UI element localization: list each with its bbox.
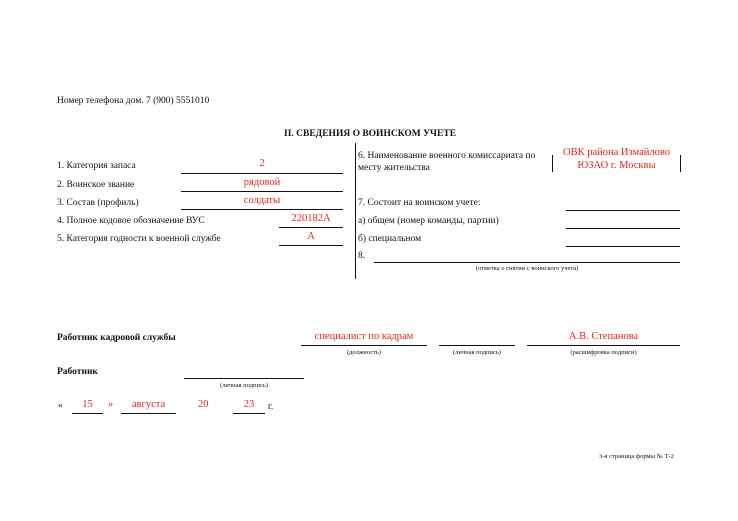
hr-name-caption: (расшифровка подписи)	[570, 349, 637, 356]
hr-name-value: А.В. Степанова	[568, 331, 639, 342]
composition-value: солдаты	[243, 195, 281, 206]
date-suffix: г.	[268, 402, 274, 412]
date-day: 15	[82, 399, 93, 410]
deregistration-label: 8.	[358, 251, 366, 261]
commissariat-value	[553, 146, 680, 172]
commissariat-label	[358, 150, 535, 174]
hr-name-line	[527, 345, 680, 346]
date-month-line	[121, 413, 176, 414]
military-rank-line	[181, 191, 343, 192]
date-year: 23	[243, 399, 255, 410]
date-year-line	[233, 413, 265, 414]
commissariat-bracket-right	[680, 155, 681, 172]
deregistration-line	[374, 262, 680, 263]
commissariat-label-line2: месту жительства	[358, 163, 430, 173]
commissariat-label-line1: 6. Наименование военного комиссариата по	[358, 151, 536, 161]
date-month: августа	[131, 399, 166, 410]
registration-label: 7. Состоит на воинском учете:	[358, 198, 481, 208]
military-rank-value: рядовой	[243, 177, 281, 188]
hr-position-line	[301, 345, 427, 346]
fitness-category-label: 5. Категория годности к военной службе	[57, 234, 221, 244]
registration-special-line	[566, 246, 680, 247]
reserve-category-line	[181, 173, 343, 174]
employee-signature-line	[184, 378, 304, 379]
fitness-category-line	[279, 245, 343, 246]
fitness-category-value: А	[307, 231, 315, 242]
registration-line	[566, 210, 680, 211]
vus-code-value: 220182А	[291, 213, 331, 224]
hr-signature-line	[439, 345, 515, 346]
home-phone: Номер телефона дом. 7 (900) 5551010	[57, 96, 210, 106]
date-close-quote: »	[108, 399, 114, 410]
deregistration-caption: (отметка о снятии с воинского учета)	[475, 265, 579, 272]
form-page-footer: 3-я страница формы № Т-2	[599, 453, 674, 460]
employee-signature-caption: (личная подпись)	[220, 382, 268, 389]
registration-general-label: а) общем (номер команды, партии)	[358, 216, 499, 226]
hr-worker-label: Работник кадровой службы	[57, 333, 176, 343]
hr-signature-caption: (личная подпись)	[453, 349, 501, 356]
hr-position-value: специалист по кадрам	[314, 331, 414, 342]
composition-line	[181, 209, 343, 210]
registration-special-label: б) специальном	[358, 234, 422, 244]
section-title: II. СВЕДЕНИЯ О ВОИНСКОМ УЧЕТЕ	[284, 129, 457, 139]
reserve-category-label: 1. Категория запаса	[57, 161, 136, 171]
hr-position-caption: (должность)	[346, 349, 382, 356]
date-day-line	[72, 413, 103, 414]
column-divider	[355, 143, 356, 279]
date-century: 20	[198, 399, 209, 410]
military-rank-label: 2. Воинское звание	[57, 180, 135, 190]
reserve-category-value: 2	[259, 158, 265, 169]
registration-general-line	[566, 228, 680, 229]
vus-code-label: 4. Полное кодовое обозначение ВУС	[57, 216, 205, 226]
employee-label: Работник	[57, 367, 98, 377]
commissariat-value-line1: ОВК района Измайлово	[563, 147, 670, 158]
date-open-quote: «	[58, 401, 63, 411]
vus-code-line	[279, 227, 343, 228]
commissariat-value-line2: ЮЗАО г. Москвы	[577, 160, 656, 171]
composition-label: 3. Состав (профиль)	[57, 198, 139, 208]
